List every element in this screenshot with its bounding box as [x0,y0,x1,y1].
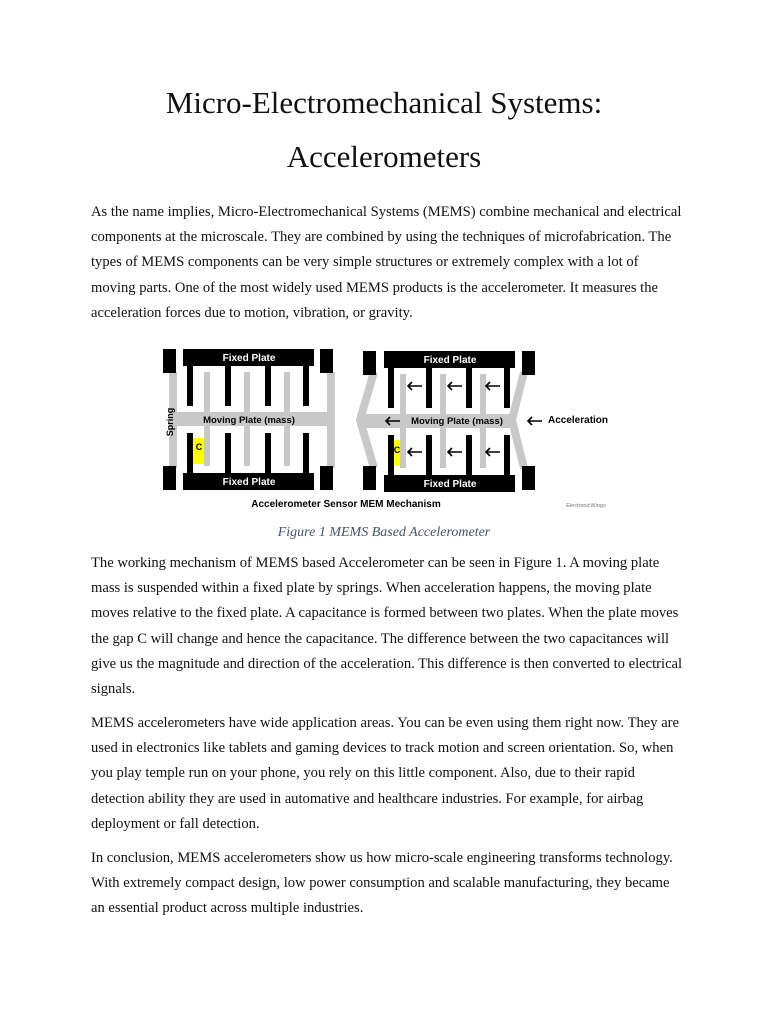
watermark-text: ElectronicWings [566,503,606,509]
gap-c-accel-label: C [393,445,401,455]
anchor-block [320,349,333,373]
moving-plate-accel-label: Moving Plate (mass) [411,416,503,427]
intro-paragraph: As the name implies, Micro-Electromechanical Systems (MEMS) combine mechanical and electrical components at the microscale. They are combined by using the techniques of microfabrication. The types of MEMS components can be very simple structures or extremely complex with a lot of moving parts. One of the most widely used MEMS products is the accelerometer. It measures the acceleration forces due to motion, vibration, or gravity. [91,204,682,321]
mechanism-title: Accelerometer Sensor MEM Mechanism [251,499,441,510]
gap-c-label: C [195,442,203,452]
spring-label: Spring [165,407,175,437]
conclusion-paragraph: In conclusion, MEMS accelerometers show us how micro-scale engineering transforms technology. With extremely compact design, low power consumption and scalable manufacturing, they became an essential product across multiple industries. [91,850,673,917]
fixed-plate-bottom-label: Fixed Plate [222,477,276,488]
fixed-plate-top-label: Fixed Plate [222,353,276,364]
figure-caption: Figure 1 MEMS Based Accelerometer [277,525,491,540]
anchor-block [163,466,176,490]
page-title-line-1: Micro-Electromechanical Systems: [165,85,603,120]
applications-paragraph: MEMS accelerometers have wide application areas. You can be even using them right now. They are used in electronics like tablets and gaming devices to track motion and screen orientation. So, when you play temple run on your phone, you rely on this little component. Also, due to their rapid detection ability they are used in automative and healthcare industries. For example, for airbag deployment or fall detection. [91,715,680,832]
mechanism-paragraph: The working mechanism of MEMS based Accelerometer can be seen in Figure 1. A moving plate mass is suspended within a fixed plate by springs. When acceleration happens, the moving plate moves relative to the fixed plate. A capacitance is formed between two plates. When the plate moves the gap C will change and hence the capacitance. The difference between the two capacitances will give us the magnitude and direction of the acceleration. This difference is then converted to electrical signals. [91,555,683,698]
right-spring-rail [327,372,335,468]
fixed-plate-bottom-accel-label: Fixed Plate [423,479,477,490]
anchor-block [320,466,333,490]
fixed-plate-top-accel-label: Fixed Plate [423,355,477,366]
mems-accelerometer-figure [160,342,610,512]
acceleration-label: Acceleration [548,415,609,426]
anchor-block [163,349,176,373]
moving-plate-label: Moving Plate (mass) [203,415,295,426]
page-title-line-2: Accelerometers [286,139,482,174]
